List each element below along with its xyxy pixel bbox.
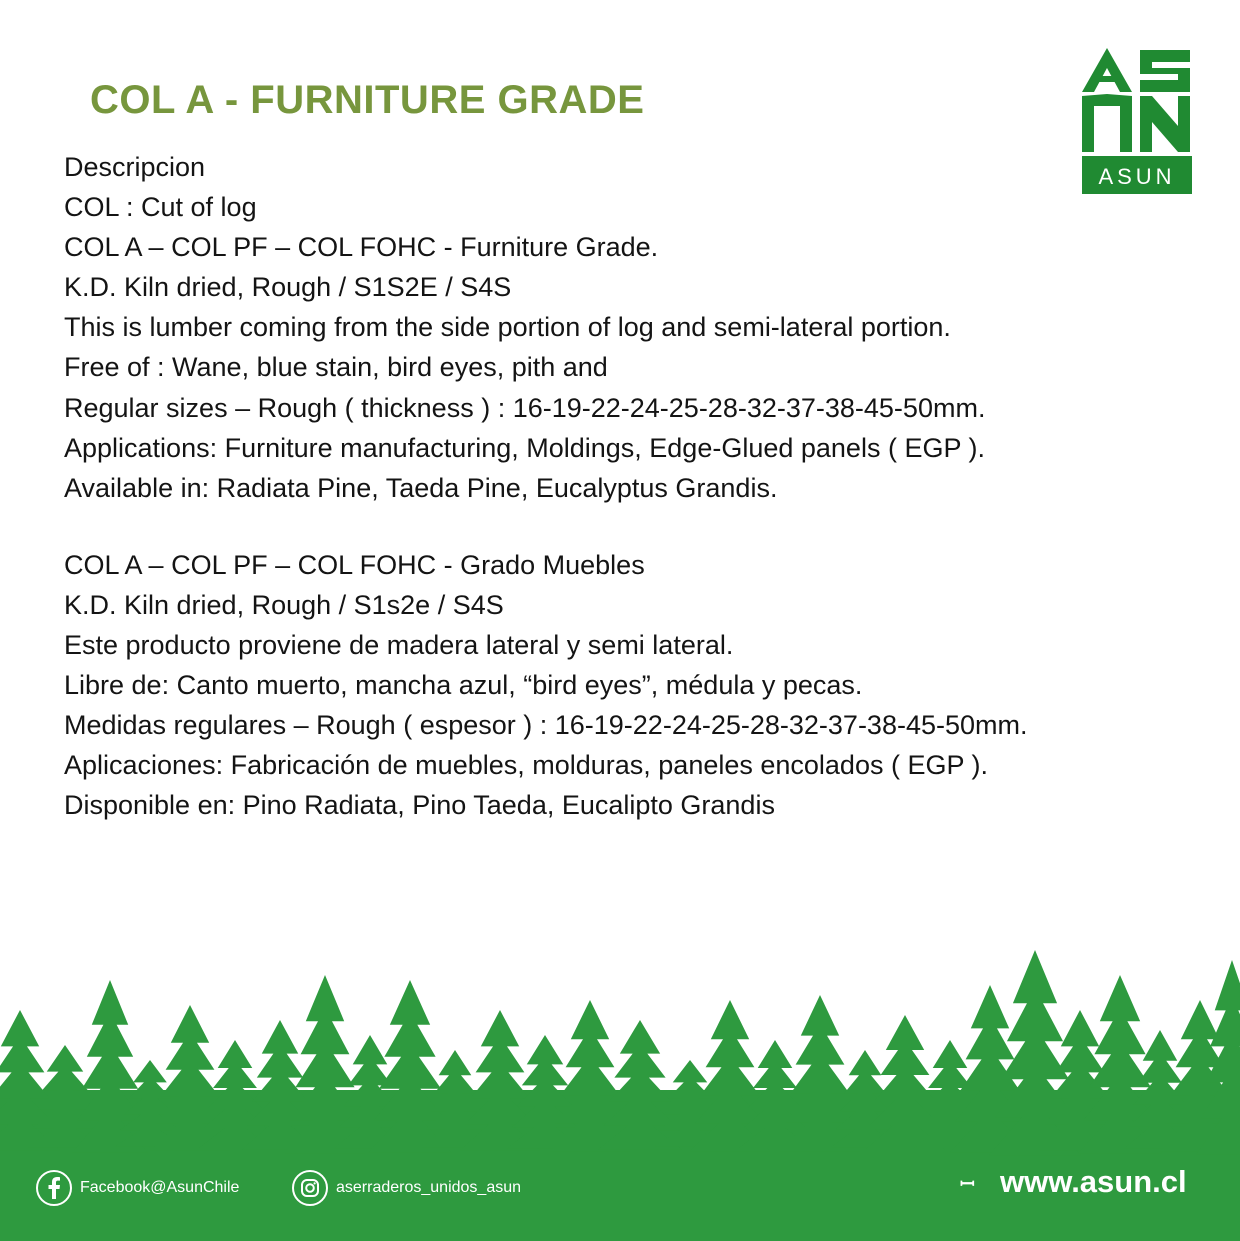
text-line: Available in: Radiata Pine, Taeda Pine, Eucalyptus Grandis.	[64, 472, 778, 503]
text-line: Este producto proviene de madera lateral y semi lateral.	[64, 630, 734, 661]
logo-text: ASUN	[1098, 164, 1176, 189]
website-link[interactable]: www.asun.cl	[1000, 1164, 1187, 1199]
text-line: COL A – COL PF – COL FOHC - Furniture Grade.	[64, 232, 659, 263]
text-line: This is lumber coming from the side portion of log and semi-lateral portion.	[64, 312, 951, 343]
text-line: Aplicaciones: Fabricación de muebles, molduras, paneles encolados ( EGP ).	[64, 750, 988, 781]
web-mark: ꟷ	[960, 1174, 975, 1194]
text-line: COL : Cut of log	[64, 192, 257, 223]
facebook-link[interactable]	[36, 1170, 239, 1206]
paragraph-gap	[64, 508, 1028, 545]
facebook-icon	[36, 1170, 72, 1206]
text-line: Descripcion	[64, 152, 206, 182]
text-line: Libre de: Canto muerto, mancha azul, “bird eyes”, médula y pecas.	[64, 670, 863, 701]
text-line: Free of : Wane, blue stain, bird eyes, pith and	[64, 352, 608, 383]
instagram-icon	[292, 1170, 328, 1206]
asun-logo	[1080, 46, 1194, 196]
page-title: COL A - FURNITURE GRADE	[90, 78, 645, 122]
text-line: K.D. Kiln dried, Rough / S1S2E / S4S	[64, 272, 512, 303]
text-line: COL A – COL PF – COL FOHC - Grado Muebles	[64, 549, 645, 580]
text-line: Disponible en: Pino Radiata, Pino Taeda, Eucalipto Grandis	[64, 790, 775, 821]
text-line: K.D. Kiln dried, Rough / S1s2e / S4S	[64, 589, 504, 620]
text-line: Regular sizes – Rough ( thickness ) : 16-19-22-24-25-28-32-37-38-45-50mm.	[64, 392, 986, 423]
description-body	[64, 147, 1028, 826]
instagram-link[interactable]	[292, 1170, 521, 1206]
text-line: Medidas regulares – Rough ( espesor ) : 16-19-22-24-25-28-32-37-38-45-50mm.	[64, 710, 1028, 741]
text-line: Applications: Furniture manufacturing, Moldings, Edge-Glued panels ( EGP ).	[64, 432, 985, 463]
instagram-handle: aserraderos_unidos_asun	[336, 1179, 522, 1196]
facebook-handle: Facebook@AsunChile	[80, 1179, 240, 1196]
